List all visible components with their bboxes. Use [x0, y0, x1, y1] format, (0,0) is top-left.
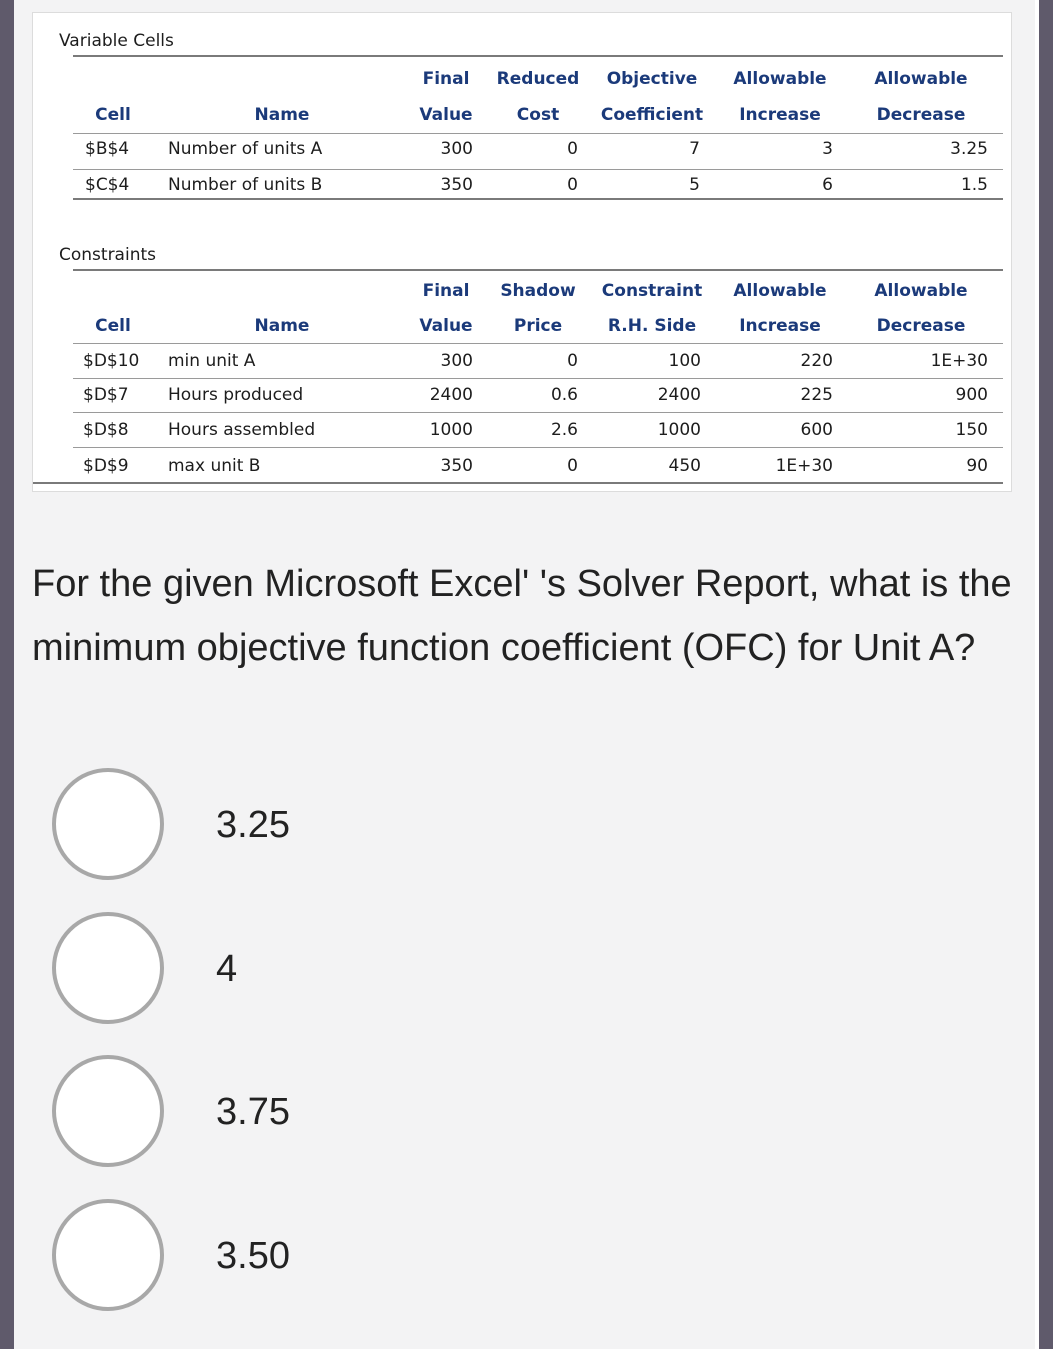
rhs-value: 100	[668, 351, 701, 371]
vc-header-coefficient: Coefficient	[600, 105, 704, 125]
option-label: 4	[216, 948, 238, 990]
option-label: 3.50	[216, 1235, 290, 1277]
vc-header-final: Final	[422, 69, 470, 89]
objective-coefficient: 7	[689, 139, 700, 159]
allowable-decrease: 90	[966, 456, 988, 476]
vc-header-increase: Increase	[739, 105, 821, 125]
vc-header-allowable-dec: Allowable	[874, 69, 968, 89]
final-value: 350	[440, 456, 473, 476]
allowable-increase: 225	[800, 385, 833, 405]
allowable-decrease: 3.25	[950, 139, 988, 159]
c-header-rhs: R.H. Side	[607, 316, 697, 336]
radio-button[interactable]	[52, 912, 164, 1024]
cell-name: min unit A	[168, 351, 256, 371]
option-3-25[interactable]	[52, 768, 652, 890]
c-header-constraint: Constraint	[601, 281, 703, 301]
vc-header-cost: Cost	[516, 105, 560, 125]
vc-header-reduced: Reduced	[496, 69, 580, 89]
final-value: 1000	[429, 420, 473, 440]
allowable-decrease: 150	[955, 420, 988, 440]
final-value: 300	[440, 351, 473, 371]
allowable-decrease: 1.5	[960, 175, 988, 195]
option-3-75[interactable]	[52, 1055, 652, 1177]
cell-ref: $D$7	[83, 385, 129, 405]
row-rule	[73, 169, 1003, 170]
shadow-price: 2.6	[550, 420, 578, 440]
constraints-title: Constraints	[59, 245, 156, 265]
rhs-value: 450	[668, 456, 701, 476]
cell-ref: $C$4	[85, 175, 130, 195]
option-label: 3.25	[216, 804, 290, 846]
cell-name: Number of units A	[168, 139, 323, 159]
c-header-final: Final	[422, 281, 470, 301]
row-rule	[73, 412, 1003, 413]
rhs-value: 1000	[657, 420, 701, 440]
allowable-increase: 600	[800, 420, 833, 440]
c-header-name: Name	[254, 316, 310, 336]
vc-header-allowable-inc: Allowable	[733, 69, 827, 89]
allowable-decrease: 1E+30	[930, 351, 988, 371]
radio-button[interactable]	[52, 1055, 164, 1167]
final-value: 350	[440, 175, 473, 195]
vc-header-value: Value	[419, 105, 473, 125]
objective-coefficient: 5	[689, 175, 700, 195]
radio-button[interactable]	[52, 1199, 164, 1311]
cell-name: Number of units B	[168, 175, 323, 195]
option-4[interactable]	[52, 912, 652, 1034]
shadow-price: 0.6	[550, 385, 578, 405]
row-rule	[73, 447, 1003, 448]
vc-header-cell: Cell	[95, 105, 131, 125]
table-row	[33, 175, 1011, 207]
row-rule	[73, 378, 1003, 379]
constraints-bottom-rule	[33, 482, 1003, 484]
shadow-price: 0	[567, 456, 578, 476]
c-header-allowable-dec: Allowable	[874, 281, 968, 301]
vc-header-rule	[73, 133, 1003, 134]
variable-cells-top-rule	[73, 55, 1003, 57]
c-header-shadow: Shadow	[500, 281, 576, 301]
cell-ref: $D$9	[83, 456, 129, 476]
c-header-increase: Increase	[739, 316, 821, 336]
table-row	[33, 139, 1011, 171]
variable-cells-bottom-rule	[73, 198, 1003, 200]
allowable-increase: 220	[800, 351, 833, 371]
right-frame-border	[1039, 0, 1053, 1349]
cell-name: max unit B	[168, 456, 261, 476]
rhs-value: 2400	[657, 385, 701, 405]
c-header-rule	[73, 343, 1003, 344]
c-header-cell: Cell	[95, 316, 131, 336]
final-value: 300	[440, 139, 473, 159]
shadow-price: 0	[567, 351, 578, 371]
final-value: 2400	[429, 385, 473, 405]
left-frame-border	[0, 0, 14, 1349]
cell-name: Hours assembled	[168, 420, 316, 440]
vc-header-objective: Objective	[606, 69, 698, 89]
cell-ref: $D$10	[83, 351, 140, 371]
cell-ref: $B$4	[85, 139, 130, 159]
constraints-top-rule	[73, 269, 1003, 271]
allowable-increase: 1E+30	[775, 456, 833, 476]
c-header-decrease: Decrease	[876, 316, 966, 336]
allowable-increase: 3	[822, 139, 833, 159]
vc-header-name: Name	[254, 105, 310, 125]
cell-name: Hours produced	[168, 385, 304, 405]
allowable-increase: 6	[822, 175, 833, 195]
radio-button[interactable]	[52, 768, 164, 880]
reduced-cost: 0	[567, 139, 578, 159]
cell-ref: $D$8	[83, 420, 129, 440]
option-label: 3.75	[216, 1091, 290, 1133]
vc-header-decrease: Decrease	[876, 105, 966, 125]
c-header-price: Price	[513, 316, 563, 336]
c-header-value: Value	[419, 316, 473, 336]
reduced-cost: 0	[567, 175, 578, 195]
allowable-decrease: 900	[955, 385, 988, 405]
option-3-50[interactable]	[52, 1199, 652, 1321]
c-header-allowable-inc: Allowable	[733, 281, 827, 301]
variable-cells-title: Variable Cells	[59, 31, 174, 51]
question-text: For the given Microsoft Excel' 's Solver Report, what is the minimum objective function coefficient (OFC) for Unit A?	[32, 563, 1012, 669]
solver-report-image	[32, 12, 1012, 492]
